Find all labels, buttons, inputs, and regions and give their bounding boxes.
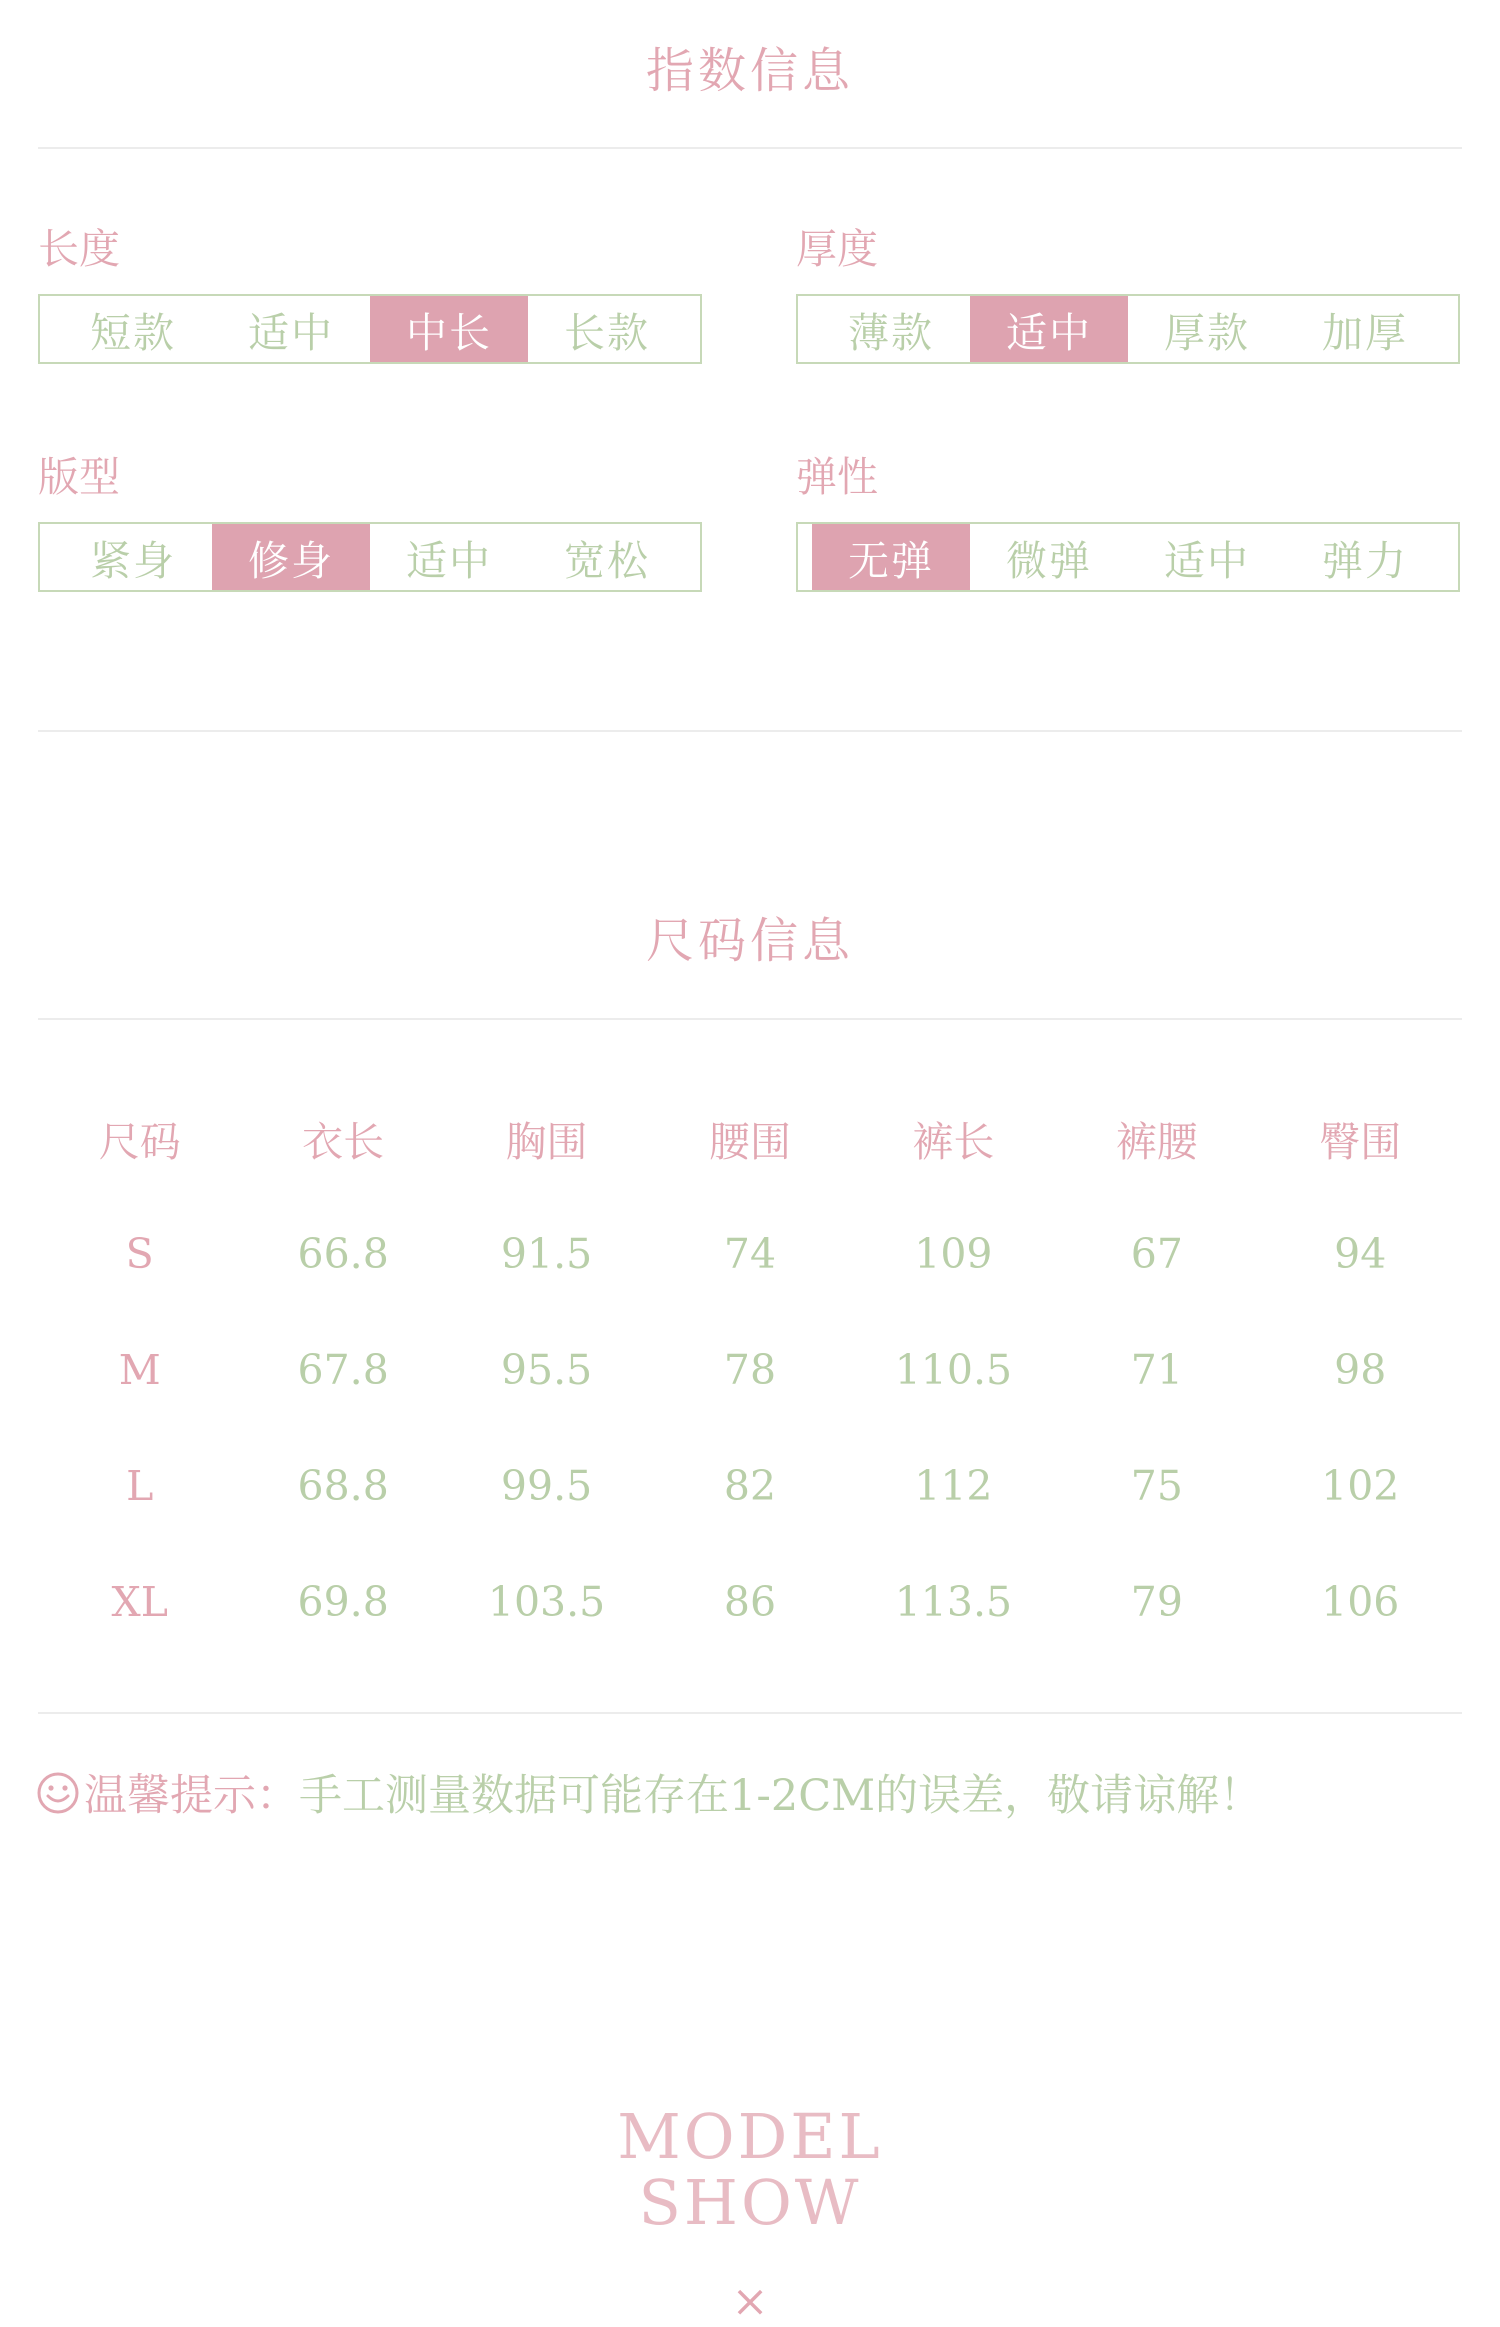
- attr-label-elasticity: 弹性: [796, 453, 878, 501]
- header-cell: 衣长: [302, 1117, 385, 1166]
- table-cell: 66.8: [297, 1230, 389, 1278]
- scale-option: 修身: [212, 524, 370, 590]
- table-cell: XL: [111, 1578, 168, 1626]
- attr-label-length: 长度: [38, 225, 120, 273]
- table-cell: 98: [1334, 1346, 1387, 1394]
- table-row: [38, 1544, 1462, 1660]
- divider: [38, 1712, 1462, 1714]
- table-cell: 75: [1130, 1462, 1183, 1510]
- elasticity-scale: [796, 522, 1460, 592]
- attr-label-fit: 版型: [38, 453, 120, 501]
- divider: [38, 730, 1462, 732]
- tip-line: [36, 1762, 1262, 1823]
- smiley-icon: [36, 1771, 80, 1815]
- scale-option: 弹力: [1322, 536, 1408, 585]
- close-icon[interactable]: ×: [731, 2276, 769, 2327]
- divider: [38, 147, 1462, 149]
- tip-text: 手工测量数据可能存在1-2CM的误差，敬请谅解！: [299, 1771, 1263, 1821]
- table-cell: S: [125, 1230, 154, 1278]
- header-cell: 臀围: [1319, 1117, 1402, 1166]
- table-cell: 71: [1130, 1346, 1183, 1394]
- scale-option: 厚款: [1164, 308, 1250, 357]
- table-cell: 91.5: [500, 1230, 593, 1278]
- table-row: [38, 1312, 1462, 1428]
- table-cell: 78: [723, 1346, 777, 1394]
- size-section-title: 尺码信息: [645, 913, 854, 969]
- scale-option: 宽松: [564, 536, 650, 585]
- table-cell: 69.8: [297, 1578, 389, 1626]
- scale-option: 薄款: [848, 308, 934, 357]
- table-cell: 67.8: [297, 1346, 389, 1394]
- fit-scale: [38, 522, 702, 592]
- table-cell: 95.5: [500, 1346, 593, 1394]
- model-show-heading-line2: SHOW: [638, 2166, 862, 2239]
- scale-option: 适中: [1164, 536, 1250, 585]
- table-cell: 79: [1130, 1578, 1183, 1626]
- table-cell: 68.8: [297, 1462, 389, 1510]
- table-cell: 110.5: [894, 1346, 1013, 1394]
- attr-label-thickness: 厚度: [796, 225, 878, 273]
- table-cell: 109: [914, 1230, 993, 1278]
- scale-option: 微弹: [1006, 536, 1092, 585]
- table-cell: 67: [1130, 1230, 1183, 1278]
- table-cell: 86: [723, 1578, 777, 1626]
- scale-option: 适中: [248, 308, 334, 357]
- header-cell: 腰围: [708, 1117, 791, 1166]
- table-cell: L: [126, 1462, 154, 1510]
- header-cell: 裤长: [912, 1117, 995, 1166]
- scale-option: 紧身: [90, 536, 176, 585]
- length-scale: [38, 294, 702, 364]
- table-cell: 112: [914, 1462, 993, 1510]
- size-table: [38, 1080, 1462, 1660]
- header-cell: 尺码: [98, 1117, 181, 1166]
- table-cell: 103.5: [487, 1578, 606, 1626]
- index-section-title: 指数信息: [645, 43, 854, 99]
- table-row: [38, 1428, 1462, 1544]
- table-cell: 94: [1334, 1230, 1387, 1278]
- table-cell: 74: [723, 1230, 777, 1278]
- scale-option: 短款: [90, 308, 176, 357]
- table-cell: M: [118, 1346, 161, 1394]
- table-cell: 113.5: [894, 1578, 1013, 1626]
- header-cell: 胸围: [505, 1117, 588, 1166]
- table-row: [38, 1196, 1462, 1312]
- table-cell: 99.5: [500, 1462, 593, 1510]
- scale-option: 适中: [406, 536, 492, 585]
- table-cell: 102: [1321, 1462, 1400, 1510]
- thickness-scale: [796, 294, 1460, 364]
- model-show-heading-line1: MODEL: [617, 2100, 883, 2173]
- divider: [38, 1018, 1462, 1020]
- header-cell: 裤腰: [1115, 1117, 1198, 1166]
- scale-option: 中长: [370, 296, 528, 362]
- scale-option: 适中: [970, 296, 1128, 362]
- scale-option: 加厚: [1322, 308, 1408, 357]
- table-cell: 106: [1321, 1578, 1400, 1626]
- size-table-header: [38, 1080, 1462, 1196]
- scale-option: 长款: [564, 308, 650, 357]
- tip-label: 温馨提示：: [84, 1771, 299, 1821]
- table-cell: 82: [723, 1462, 777, 1510]
- scale-option: 无弹: [812, 524, 970, 590]
